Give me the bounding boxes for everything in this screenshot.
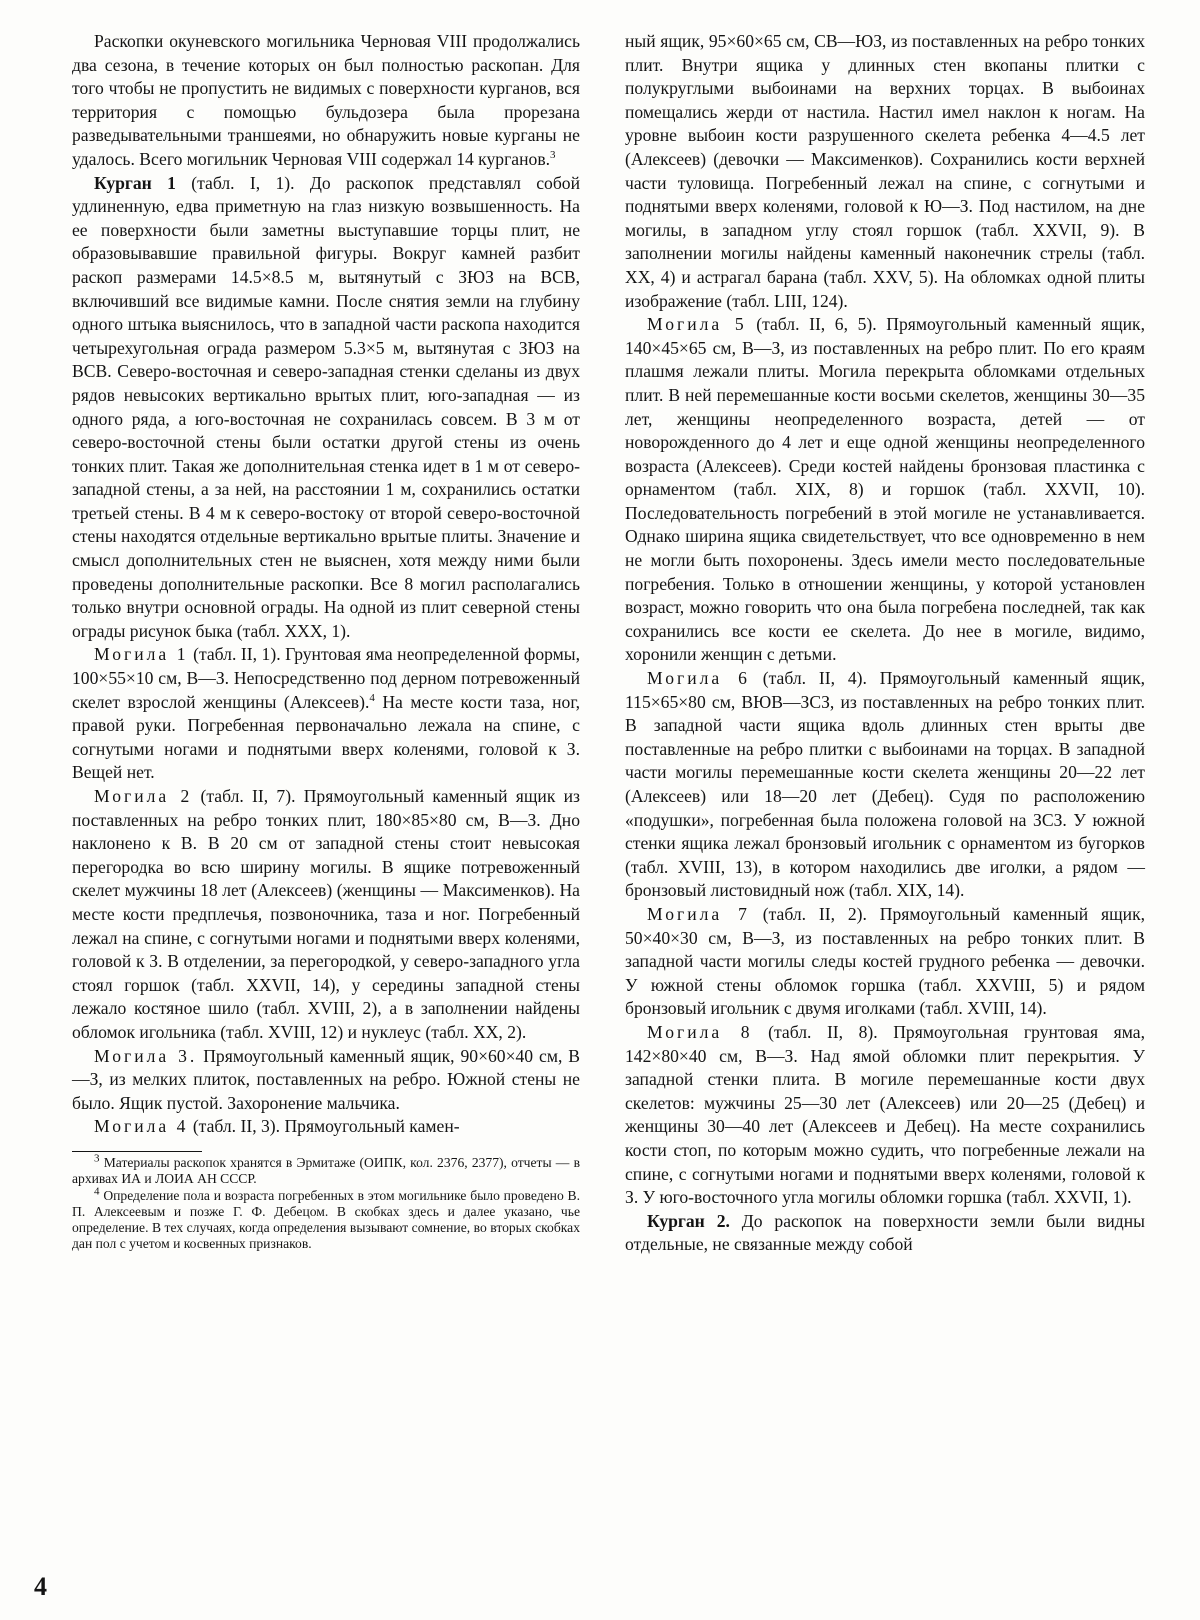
footnote-3: $^3$ Материалы раскопок хранятся в Эрмитаже (ОИПК, кол. 2376, 2377), отчеты — в архивах ИА и ЛОИА АН СССР. [72,1152,580,1187]
subheading-mogila-5: Могила 5 [647,314,747,335]
paragraph-mogila-1: Могила 1 (табл. II, 1). Грунтовая яма неопределенной формы, 100×55×10 см, В—З. Непосредственно под дерном потревоженный скелет взрослой женщины (Алексеев).$^4$ На месте кости таза, ног, правой руки. Погребенная первоначально лежала на спине, с согнутыми ногами и поднятыми вверх коленями, головой к З. Вещей нет. [72,644,580,783]
section-heading-kurgan-1: Курган 1 [94,172,176,193]
right-column [625,30,1145,1257]
paragraph-mogila-2: Могила 2 (табл. II, 7). Прямоугольный каменный ящик из поставленных на ребро тонких плит, 180×85×80 см, В—З. Дно наклонено к В. В 20 см от западной стены стоит невысокая перегородка во всю ширину могилы. В ящике потревоженный скелет мужчины 18 лет (Алексеев) (женщины — Максименков). На месте кости предплечья, позвоночника, таза и ног. Погребенный лежал на спине, с согнутыми ногами и поднятыми вверх коленями, головой к З. В отделении, за перегородкой, у северо-западного угла стоял горшок (табл. XXVII, 14), у середины западной стены лежало костяное шило (табл. XVIII, 2), а в заполнении найдены обломок игольника (табл. XVIII, 12) и нуклеус (табл. XX, 2). [72,786,580,1042]
paragraph-mogila-4: Могила 4 (табл. II, 3). Прямоугольный камен- [94,1116,460,1137]
paragraph-mogila-5: Могила 5 (табл. II, 6, 5). Прямоугольный каменный ящик, 140×45×65 см, В—З, из поставленных на ребро плит. По его краям плашмя лежали плиты. Могила перекрыта обломками отдельных плит. В ней перемешанные кости восьми скелетов, женщины 30—35 лет, женщины неопределенного возраста, детей — от новорожденного до 4 лет и еще одной женщины неопределенного возраста (Алексеев). Среди костей найдены бронзовая пластинка с орнаментом (табл. XIX, 8) и горшок (табл. XXVII, 10). Последовательность погребений в этой могиле не устанавливается. Однако ширина ящика свидетельствует, что все одновременно в нем не могли быть похоронены. Здесь имели место последовательные погребения. Только в отношении женщины, у которой установлен возраст, можно говорить что она была погребена последней, так как сохранились все кости ее скелета. До нее в могиле, видимо, хоронили женщин с детьми. [625,314,1146,665]
subheading-mogila-7: Могила 7 [647,903,750,924]
footnote-divider [72,1151,202,1152]
paragraph-kurgan-1: Курган 1 (табл. I, 1). До раскопок представлял собой удлиненную, едва приметную на глаз низкую возвышенность. На ее поверхности были заметны выступавшие торцы плит, не образовывавшие правильной фигуры. Вокруг камней разбит раскоп размерами 14.5×8.5 м, вытянутый с ЗЮЗ на ВСВ, включивший все видимые камни. После снятия земли на глубину одного штыка выяснилось, что в западной части раскопа находится четырехугольная ограда размером 5.3×5 м, вытянутая с ЗЮЗ на ВСВ. Северо-восточная и северо-западная стенки сделаны из двух рядов невысоких вертикально врытых плит, юго-западная — из одного ряда, а юго-восточная не сохранилась совсем. В 3 м от северо-восточной стены были остатки другой стены из очень тонких плит. Такая же дополнительная стенка идет в 1 м от северо-западной стены, а за ней, на расстоянии 1 м, сохранились остатки третьей стены. В 4 м к северо-востоку от второй северо-восточной стены находятся отдельные вертикально врытые плиты. Значение и смысл дополнительных стен не выяснен, хотя между ними были проведены дополнительные раскопки. Все 8 могил располагались только внутри основной ограды. На одной из плит северной стены ограды рисунок быка (табл. XXX, 1). [72,172,580,641]
left-column [72,30,580,1253]
paragraph-mogila-4-continued: ный ящик, 95×60×65 см, СВ—ЮЗ, из поставленных на ребро тонких плит. Внутри ящика у длинных стен вкопаны плитки с полукруглыми выбоинами на верхних торцах. В выбоинах помещались жерди от настила. Настил имел наклон к ногам. На уровне выбоин кости разрушенного скелета ребенка 4—4.5 лет (Алексеев) (девочки — Максименков). Сохранились кости верхней части туловища. Погребенный лежал на спине, с согнутыми и поднятыми вверх коленями, головой к Ю—З. Под настилом, на дне могилы, в западном углу стоял горшок (табл. XXVII, 9). В заполнении могилы найдены каменный наконечник стрелы (табл. XX, 4) и астрагал барана (табл. XXV, 5). На обломках одной плиты изображение (табл. LIII, 124). [625,31,1145,311]
footnote-4: $^4$ Определение пола и возраста погребенных в этом могильнике было проведено В. П. Алексеевым и позже Г. Ф. Дебецом. В скобках здесь и далее указано, чье определение. В тех случаях, когда определения вызывают сомнение, во вторых скобках дан пол с учетом и косвенных признаков. [72,1184,581,1252]
paragraph-intro: Раскопки окуневского могильника Черновая VIII продолжались два сезона, в течение которых он был полностью раскопан. Для того чтобы не пропустить не видимых с поверхности курганов, вся территория с помощью бульдозера была прорезана разведывательными траншеями, но обнаружить новые курганы не удалось. Всего могильник Черновая VIII содержал 14 курганов.$^3$ [72,31,580,169]
paragraph-mogila-6: Могила 6 (табл. II, 4). Прямоугольный каменный ящик, 115×65×80 см, ВЮВ—ЗСЗ, из поставленных на ребро тонких плит. В западной части ящика вдоль длинных стен врыты две поставленные на ребро плитки с выбоинами на торцах. В западной части могилы перемешанные кости скелета женщины 20—22 лет (Алексеев) или 18—20 лет (Дебец). Судя по расположению «подушки», погребенная была положена головой на ЗСЗ. У южной стенки ящика лежал бронзовый игольник с орнаментом из бугорков (табл. XVIII, 13), в котором находились две иголки, а рядом — бронзовый листовидный нож (табл. XIX, 14). [625,668,1146,901]
subheading-mogila-8: Могила 8 [647,1021,753,1042]
subheading-mogila-1: Могила 1 [94,644,189,665]
page-number: 4 [34,1572,47,1601]
footnote-ref-3: 3 [550,149,556,162]
paragraph-kurgan-2: Курган 2. До раскопок на поверхности земли были видны отдельные, не связанные между собой [625,1210,1145,1255]
subheading-mogila-4: Могила 4 [94,1116,189,1137]
paragraph-mogila-8: Могила 8 (табл. II, 8). Прямоугольная грунтовая яма, 142×80×40 см, В—З. Над ямой обломки плит перекрытия. У западной стенки плита. В могиле перемешанные кости двух скелетов: мужчины 25—30 лет (Алексеев) или 20—25 (Дебец) и женщины 30—40 лет (Алексеев и Дебец). На месте сохранились кости стоп, по которым можно судить, что погребенные лежали на спине, с согнутыми ногами и поднятыми вверх коленями, головой к З. У юго-восточного угла могилы обломки горшка (табл. XXVII, 1). [625,1021,1145,1208]
subheading-mogila-3: Могила 3. [94,1045,198,1066]
footnote-ref-4: 4 [369,691,375,704]
subheading-mogila-6: Могила 6 [647,668,750,689]
subheading-mogila-2: Могила 2 [94,786,193,806]
section-heading-kurgan-2: Курган 2. [647,1210,730,1231]
paragraph-mogila-3: Могила 3. Прямоугольный каменный ящик, 90×60×40 см, В—З, из мелких плиток, поставленных на ребро. Южной стены не было. Ящик пустой. Захоронение мальчика. [72,1045,580,1113]
paragraph-mogila-7: Могила 7 (табл. II, 2). Прямоугольный каменный ящик, 50×40×30 см, В—З, из поставленных на ребро тонких плит. В западной части могилы следы костей грудного ребенка — девочки. У южной стены обломок горшка (табл. XXVIII, 5) и рядом бронзовый игольник с двумя иголками (табл. XVIII, 14). [625,903,1146,1019]
